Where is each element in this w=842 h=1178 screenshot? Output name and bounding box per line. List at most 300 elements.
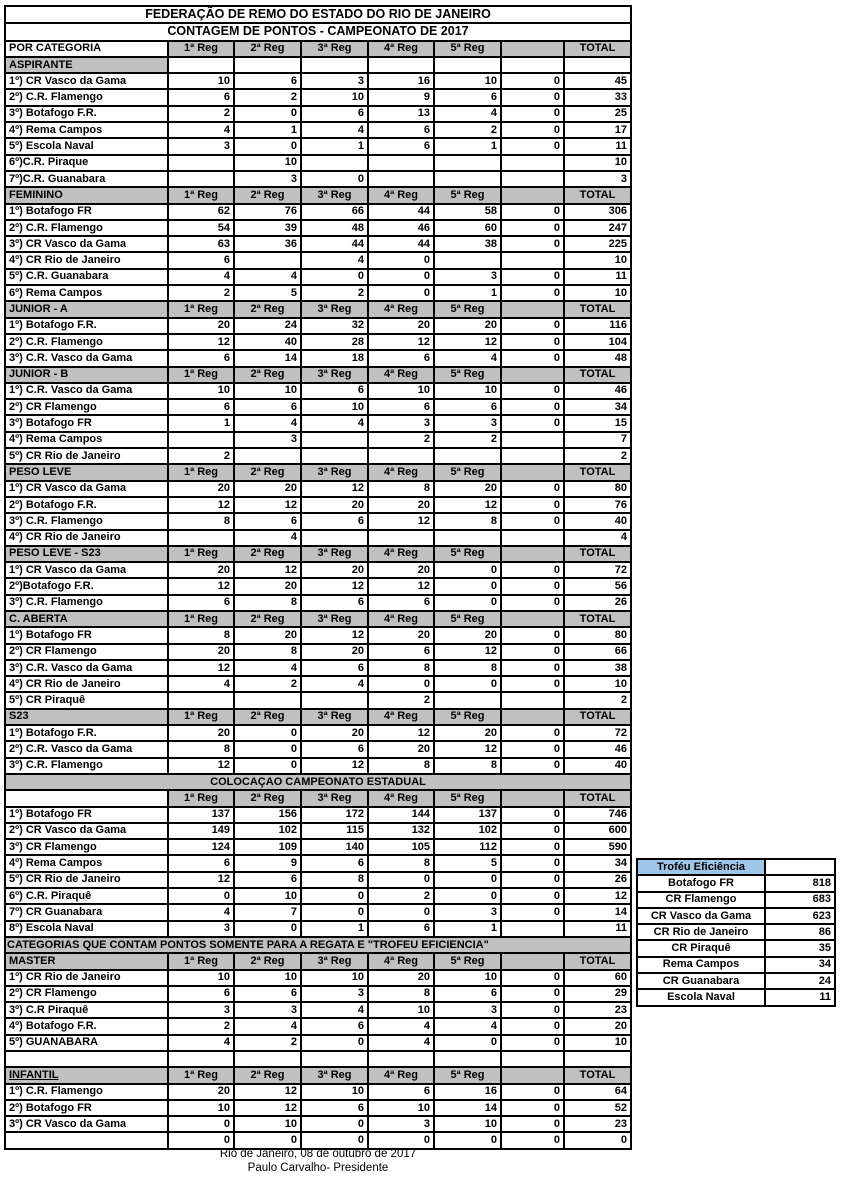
total-cell: 3 [564, 171, 631, 187]
points-cell: 0 [501, 73, 564, 89]
points-cell: 38 [434, 236, 501, 252]
points-cell: 0 [501, 595, 564, 611]
points-cell: 10 [434, 1116, 501, 1132]
points-cell [434, 155, 501, 171]
points-cell: 0 [368, 872, 434, 888]
points-cell: 20 [301, 562, 368, 578]
points-cell [168, 432, 234, 448]
points-cell: 0 [501, 660, 564, 676]
points-cell: 10 [301, 89, 368, 105]
empty-cell [168, 1051, 234, 1067]
club-name-cell: 3º) Botafogo F.R. [5, 106, 168, 122]
section-label-cell: FEMININO [5, 187, 168, 203]
points-cell: 3 [301, 73, 368, 89]
points-cell: 0 [368, 285, 434, 301]
points-cell: 3 [234, 1002, 301, 1018]
points-cell: 0 [501, 855, 564, 871]
points-cell [234, 692, 301, 708]
reg-header-cell: 1ª Reg [168, 611, 234, 627]
club-name-cell: 5º) Escola Naval [5, 138, 168, 154]
points-cell: 0 [368, 676, 434, 692]
points-cell: 0 [501, 415, 564, 431]
trofeu-club-cell: CR Vasco da Gama [637, 908, 765, 924]
club-name-cell: 3º) C.R. Flamengo [5, 595, 168, 611]
points-cell: 4 [234, 660, 301, 676]
points-cell [501, 171, 564, 187]
points-cell: 0 [301, 888, 368, 904]
club-name-cell: 4º) Rema Campos [5, 432, 168, 448]
empty-cell [234, 1051, 301, 1067]
section-header-row [5, 1067, 631, 1083]
reg-header-cell: 3ª Reg [301, 187, 368, 203]
points-cell: 0 [501, 872, 564, 888]
points-cell: 12 [168, 872, 234, 888]
points-cell: 10 [368, 1002, 434, 1018]
points-cell: 3 [368, 415, 434, 431]
table-row [5, 236, 631, 252]
reg-header-cell: 2ª Reg [234, 953, 301, 969]
points-cell: 0 [301, 1132, 368, 1148]
total-cell: 23 [564, 1002, 631, 1018]
points-cell [501, 155, 564, 171]
points-cell: 105 [368, 839, 434, 855]
reg-header-cell: 3ª Reg [301, 464, 368, 480]
points-cell: 39 [234, 220, 301, 236]
trofeu-points-cell: 35 [765, 940, 835, 956]
club-name-cell: 3º) C.R. Flamengo [5, 758, 168, 774]
trofeu-club-cell: CR Rio de Janeiro [637, 924, 765, 940]
points-cell: 2 [234, 676, 301, 692]
table-row [5, 220, 631, 236]
points-cell: 6 [368, 138, 434, 154]
reg-header-cell: 3ª Reg [301, 709, 368, 725]
points-cell: 8 [368, 481, 434, 497]
points-cell: 0 [501, 138, 564, 154]
points-cell [301, 155, 368, 171]
club-name-cell: 2º) CR Flamengo [5, 399, 168, 415]
points-cell: 3 [434, 904, 501, 920]
reg-header-cell: 2ª Reg [234, 1067, 301, 1083]
points-cell: 4 [368, 1035, 434, 1051]
points-cell: 44 [301, 236, 368, 252]
total-cell: 72 [564, 725, 631, 741]
points-cell: 4 [234, 1018, 301, 1034]
reg-header-cell: 3ª Reg [301, 611, 368, 627]
section-header-row [5, 464, 631, 480]
points-cell [368, 448, 434, 464]
table-row [5, 1084, 631, 1100]
club-name-cell: 3º) C.R. Vasco da Gama [5, 350, 168, 366]
points-cell: 12 [434, 497, 501, 513]
total-header-cell: TOTAL [564, 709, 631, 725]
club-name-cell: 1º) C.R. Flamengo [5, 1084, 168, 1100]
table-row [5, 252, 631, 268]
total-cell: 56 [564, 578, 631, 594]
points-cell [301, 692, 368, 708]
table-row [5, 741, 631, 757]
points-cell: 0 [501, 334, 564, 350]
points-cell [168, 530, 234, 546]
section-label-row [5, 57, 631, 73]
points-cell: 4 [301, 122, 368, 138]
points-cell: 0 [501, 986, 564, 1002]
points-cell: 6 [301, 1018, 368, 1034]
trofeu-points-cell: 623 [765, 908, 835, 924]
points-cell: 4 [168, 1035, 234, 1051]
points-cell [368, 155, 434, 171]
table-row [5, 318, 631, 334]
points-cell: 3 [434, 415, 501, 431]
points-cell: 12 [301, 627, 368, 643]
club-name-cell: 2º) C.R. Flamengo [5, 89, 168, 105]
total-cell: 12 [564, 888, 631, 904]
points-cell: 10 [168, 1100, 234, 1116]
points-cell: 3 [368, 1116, 434, 1132]
reg-header-cell: 4ª Reg [368, 41, 434, 57]
points-cell: 6 [234, 399, 301, 415]
points-cell: 20 [368, 497, 434, 513]
total-cell: 11 [564, 921, 631, 937]
table-row [5, 676, 631, 692]
club-name-cell: 4º) CR Rio de Janeiro [5, 676, 168, 692]
points-cell: 5 [234, 285, 301, 301]
points-cell: 6 [301, 660, 368, 676]
points-cell: 124 [168, 839, 234, 855]
points-cell: 0 [301, 171, 368, 187]
total-cell: 10 [564, 252, 631, 268]
reg-header-cell: 4ª Reg [368, 1067, 434, 1083]
table-row [5, 758, 631, 774]
points-cell: 14 [234, 350, 301, 366]
points-cell: 149 [168, 823, 234, 839]
points-cell: 44 [368, 204, 434, 220]
club-name-cell: 1º) CR Vasco da Gama [5, 73, 168, 89]
points-cell: 0 [501, 627, 564, 643]
points-cell: 5 [434, 855, 501, 871]
points-cell: 0 [501, 204, 564, 220]
points-cell: 0 [501, 1100, 564, 1116]
points-cell: 8 [301, 872, 368, 888]
points-cell: 0 [501, 904, 564, 920]
points-cell: 24 [234, 318, 301, 334]
reg-header-cell [501, 546, 564, 562]
club-name-cell: 3º) CR Vasco da Gama [5, 236, 168, 252]
trofeu-row [637, 875, 835, 891]
points-cell: 10 [234, 155, 301, 171]
points-cell: 6 [434, 89, 501, 105]
club-name-cell: 3º) Botafogo FR [5, 415, 168, 431]
table-row [5, 89, 631, 105]
points-cell: 54 [168, 220, 234, 236]
total-cell: 33 [564, 89, 631, 105]
trofeu-header-row [637, 859, 835, 875]
points-cell: 4 [168, 269, 234, 285]
reg-header-cell: 1ª Reg [168, 709, 234, 725]
club-name-cell: 2º) CR Vasco da Gama [5, 823, 168, 839]
points-cell: 20 [301, 725, 368, 741]
points-cell: 10 [234, 383, 301, 399]
points-cell: 2 [368, 692, 434, 708]
total-cell: 14 [564, 904, 631, 920]
club-name-cell: 5º) CR Rio de Janeiro [5, 448, 168, 464]
table-row [5, 350, 631, 366]
reg-header-cell [501, 464, 564, 480]
total-header-cell: TOTAL [564, 187, 631, 203]
points-cell: 0 [434, 595, 501, 611]
banner-cell: COLOCAÇAO CAMPEONATO ESTADUAL [5, 774, 631, 790]
points-cell: 6 [168, 986, 234, 1002]
points-cell: 2 [434, 122, 501, 138]
trofeu-points-cell: 818 [765, 875, 835, 891]
total-cell: 23 [564, 1116, 631, 1132]
table-row [5, 644, 631, 660]
section-label-cell: PESO LEVE [5, 464, 168, 480]
points-cell [501, 530, 564, 546]
table-row [5, 269, 631, 285]
points-cell: 0 [501, 106, 564, 122]
points-cell: 0 [301, 269, 368, 285]
reg-header-cell: 3ª Reg [301, 367, 368, 383]
points-cell: 1 [434, 138, 501, 154]
points-cell: 0 [234, 1132, 301, 1148]
points-cell: 20 [168, 562, 234, 578]
points-cell: 172 [301, 807, 368, 823]
points-cell: 0 [434, 562, 501, 578]
points-cell: 6 [368, 644, 434, 660]
reg-header-cell: 1ª Reg [168, 464, 234, 480]
total-cell: 40 [564, 758, 631, 774]
club-name-cell: 1º) Botafogo F.R. [5, 318, 168, 334]
table-row [5, 660, 631, 676]
points-cell: 20 [168, 481, 234, 497]
table-row [5, 285, 631, 301]
trofeu-eficiencia-table [636, 858, 836, 1007]
points-cell: 0 [501, 1035, 564, 1051]
club-name-cell: 2º) CR Flamengo [5, 644, 168, 660]
points-cell [434, 252, 501, 268]
points-cell: 0 [301, 1116, 368, 1132]
empty-cell [564, 57, 631, 73]
points-cell: 9 [234, 855, 301, 871]
trofeu-club-cell: CR Piraquê [637, 940, 765, 956]
points-cell: 0 [434, 1132, 501, 1148]
table-row [5, 513, 631, 529]
total-header-cell: TOTAL [564, 367, 631, 383]
empty-cell [368, 1051, 434, 1067]
points-cell: 102 [234, 823, 301, 839]
points-cell: 12 [234, 1084, 301, 1100]
points-cell: 12 [234, 497, 301, 513]
points-cell: 3 [234, 171, 301, 187]
table-row [5, 562, 631, 578]
club-name-cell: 6º) Rema Campos [5, 285, 168, 301]
points-cell: 20 [368, 562, 434, 578]
column-header-row [5, 41, 631, 57]
points-cell: 0 [434, 578, 501, 594]
total-cell: 48 [564, 350, 631, 366]
total-cell: 247 [564, 220, 631, 236]
points-cell [168, 692, 234, 708]
section-label-cell: ASPIRANTE [5, 57, 168, 73]
total-cell: 20 [564, 1018, 631, 1034]
trofeu-points-cell: 11 [765, 989, 835, 1005]
points-cell: 2 [434, 432, 501, 448]
points-cell: 3 [168, 921, 234, 937]
total-cell: 10 [564, 155, 631, 171]
reg-header-cell: 4ª Reg [368, 187, 434, 203]
points-cell: 0 [501, 399, 564, 415]
reg-header-cell: 4ª Reg [368, 953, 434, 969]
points-cell: 4 [434, 350, 501, 366]
club-name-cell: 2º) Botafogo F.R. [5, 497, 168, 513]
points-cell: 16 [434, 1084, 501, 1100]
points-cell: 12 [368, 578, 434, 594]
points-cell: 140 [301, 839, 368, 855]
points-cell: 3 [168, 138, 234, 154]
points-cell: 0 [501, 741, 564, 757]
points-cell [368, 171, 434, 187]
reg-header-cell [501, 187, 564, 203]
title-row [5, 6, 631, 23]
points-cell: 6 [301, 106, 368, 122]
points-cell: 6 [434, 399, 501, 415]
points-cell: 36 [234, 236, 301, 252]
points-cell: 8 [368, 660, 434, 676]
empty-cell [501, 1051, 564, 1067]
table-row [5, 383, 631, 399]
total-cell: 10 [564, 285, 631, 301]
reg-header-cell: 1ª Reg [168, 187, 234, 203]
points-cell: 20 [434, 318, 501, 334]
points-cell: 0 [501, 122, 564, 138]
table-row [5, 122, 631, 138]
points-cell: 6 [368, 350, 434, 366]
total-cell: 10 [564, 676, 631, 692]
points-cell: 6 [234, 73, 301, 89]
points-cell: 8 [434, 758, 501, 774]
points-cell: 0 [501, 318, 564, 334]
points-cell: 20 [368, 318, 434, 334]
reg-header-cell: 1ª Reg [168, 953, 234, 969]
points-cell [301, 448, 368, 464]
points-cell: 12 [434, 741, 501, 757]
table-row [5, 334, 631, 350]
table-row [5, 839, 631, 855]
section-label-cell: INFANTIL [5, 1067, 168, 1083]
points-cell: 20 [434, 725, 501, 741]
reg-header-cell: 1ª Reg [168, 790, 234, 806]
reg-header-cell [501, 301, 564, 317]
points-cell: 0 [168, 888, 234, 904]
total-cell: 66 [564, 644, 631, 660]
points-cell: 4 [168, 122, 234, 138]
club-name-cell: 1º) C.R. Vasco da Gama [5, 383, 168, 399]
total-cell: 104 [564, 334, 631, 350]
table-row [5, 888, 631, 904]
total-header-cell: TOTAL [564, 41, 631, 57]
points-cell: 102 [434, 823, 501, 839]
trofeu-club-cell: Botafogo FR [637, 875, 765, 891]
reg-header-cell: 4ª Reg [368, 301, 434, 317]
total-cell: 26 [564, 595, 631, 611]
reg-header-cell: 1ª Reg [168, 41, 234, 57]
points-cell: 6 [168, 89, 234, 105]
category-header-cell: POR CATEGORIA [5, 41, 168, 57]
points-cell: 0 [501, 1132, 564, 1148]
reg-header-cell: 2ª Reg [234, 546, 301, 562]
trofeu-points-cell: 24 [765, 973, 835, 989]
points-cell: 1 [301, 138, 368, 154]
points-cell: 6 [168, 252, 234, 268]
points-cell: 10 [368, 1100, 434, 1116]
table-row [5, 106, 631, 122]
points-cell: 0 [501, 1002, 564, 1018]
trofeu-row [637, 957, 835, 973]
points-cell: 12 [234, 1100, 301, 1116]
reg-header-cell: 3ª Reg [301, 301, 368, 317]
points-cell: 4 [301, 1002, 368, 1018]
points-cell: 6 [301, 595, 368, 611]
table-row [5, 1018, 631, 1034]
total-cell: 0 [564, 1132, 631, 1148]
total-cell: 46 [564, 383, 631, 399]
points-cell: 0 [501, 807, 564, 823]
reg-header-cell: 4ª Reg [368, 464, 434, 480]
total-cell: 29 [564, 986, 631, 1002]
empty-cell [234, 57, 301, 73]
points-cell [501, 252, 564, 268]
points-cell: 10 [234, 888, 301, 904]
points-cell: 12 [434, 334, 501, 350]
empty-cell [368, 57, 434, 73]
points-cell: 0 [434, 888, 501, 904]
points-cell: 12 [168, 497, 234, 513]
points-cell: 132 [368, 823, 434, 839]
reg-header-cell [501, 367, 564, 383]
total-header-cell: TOTAL [564, 464, 631, 480]
points-cell: 0 [501, 839, 564, 855]
points-cell: 10 [168, 383, 234, 399]
reg-header-cell: 1ª Reg [168, 367, 234, 383]
empty-cell [501, 57, 564, 73]
section-label-cell: MASTER [5, 953, 168, 969]
footer-president-line: Paulo Carvalho- Presidente [247, 1162, 389, 1174]
points-cell: 0 [301, 1035, 368, 1051]
table-row [5, 627, 631, 643]
points-cell: 4 [434, 1018, 501, 1034]
club-name-cell: 1º) Botafogo FR [5, 807, 168, 823]
points-cell: 12 [368, 513, 434, 529]
points-cell: 8 [368, 855, 434, 871]
points-cell: 0 [368, 269, 434, 285]
club-name-cell: 5º) C.R. Guanabara [5, 269, 168, 285]
empty-cell [434, 1051, 501, 1067]
points-cell: 0 [501, 383, 564, 399]
section-label-cell: JUNIOR - B [5, 367, 168, 383]
points-cell [301, 530, 368, 546]
points-cell: 13 [368, 106, 434, 122]
total-cell: 72 [564, 562, 631, 578]
club-name-cell: 4º) Rema Campos [5, 855, 168, 871]
total-cell: 2 [564, 448, 631, 464]
table-row [5, 204, 631, 220]
document-footer [4, 1147, 632, 1175]
table-row [5, 970, 631, 986]
points-cell: 6 [301, 1100, 368, 1116]
reg-header-cell [501, 41, 564, 57]
points-cell: 2 [168, 1018, 234, 1034]
reg-header-cell: 1ª Reg [168, 546, 234, 562]
